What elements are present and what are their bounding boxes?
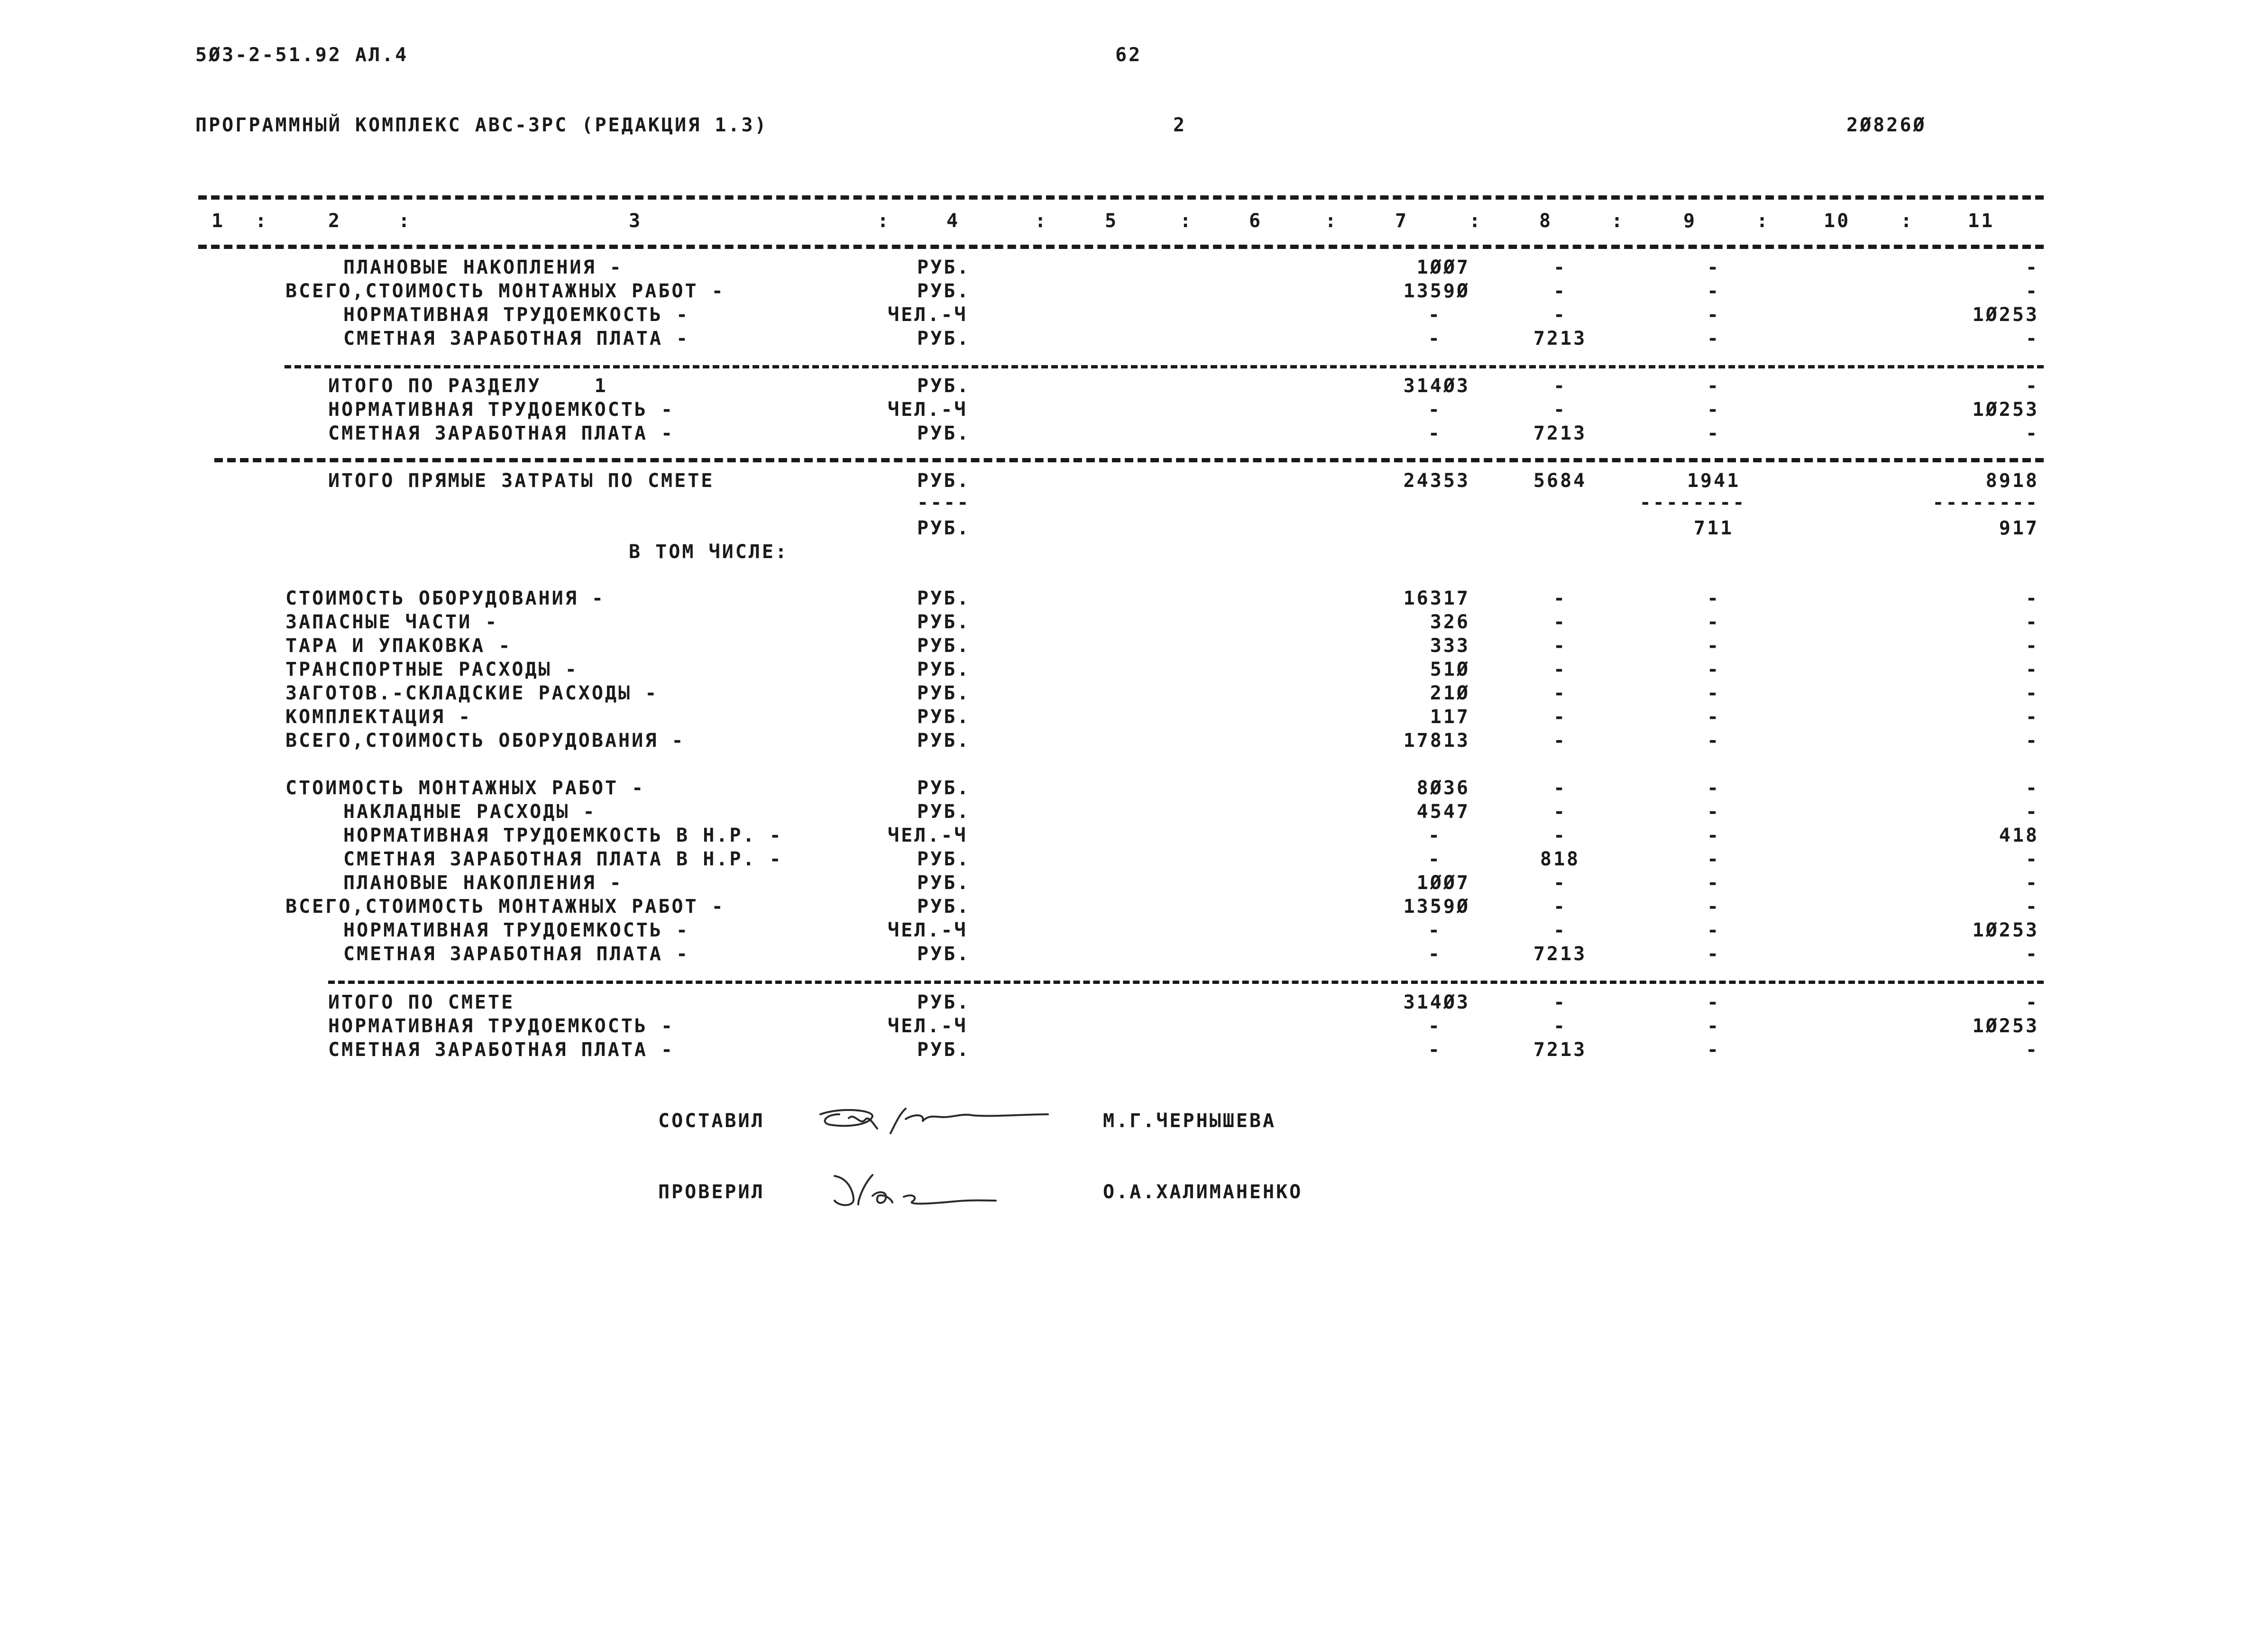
row-label: ТАРА И УПАКОВКА - [285,635,512,657]
row-col8: - [1553,611,1567,633]
row-col9: - [1707,943,1721,965]
row-col7: 21Ø [1430,682,1470,704]
row-col9: 711 [1693,517,1734,539]
row-col11: - [2025,872,2039,894]
row-col9: - [1707,328,1721,349]
sheet-number: 2 [1173,114,1187,136]
row-col7: - [1428,399,1442,421]
row-col8: - [1553,304,1567,326]
row-col11: - [2025,896,2039,918]
compiled-signature [811,1100,1057,1143]
row-col7: 117 [1430,706,1470,728]
doc-code: 5Ø3-2-51.92 АЛ.4 [195,44,409,66]
compiled-by-label: СОСТАВИЛ [658,1110,765,1132]
row-unit: РУБ. [917,801,971,823]
row-col9: - [1707,659,1721,680]
col-7: 7 [1395,210,1409,232]
row-label: ИТОГО ПО РАЗДЕЛУ 1 [328,375,608,397]
row-col8: - [1553,682,1567,704]
row-col9: - [1707,257,1721,278]
row-col11: - [2025,611,2039,633]
row-unit: РУБ. [917,587,971,609]
row-col9: - [1707,280,1721,302]
row-col8: 7213 [1533,1039,1587,1061]
section-rule [328,981,2044,984]
col-sep: : [255,210,269,232]
row-unit: РУБ. [917,328,971,349]
row-col8: - [1553,587,1567,609]
row-col9: - [1707,1015,1721,1037]
col-10: 10 [1824,210,1851,232]
col-1: 1 [211,210,225,232]
row-col7: 16317 [1403,587,1470,609]
row-col9: - [1707,777,1721,799]
compiled-by-name: М.Г.ЧЕРНЫШЕВА [1103,1110,1276,1132]
row-label: КОМПЛЕКТАЦИЯ - [285,706,472,728]
row-col7: 1359Ø [1403,280,1470,302]
col-sep: : [1901,210,1914,232]
row-col11: - [2025,991,2039,1013]
row-col8: - [1553,730,1567,752]
col11-underline: -------- [1932,492,2039,514]
row-col11: - [2025,422,2039,444]
row-col8: - [1553,1015,1567,1037]
row-unit: РУБ. [917,375,971,397]
subsection-heading: В ТОМ ЧИСЛЕ: [629,541,789,563]
row-unit: РУБ. [917,517,971,539]
row-label: НАКЛАДНЫЕ РАСХОДЫ - [343,801,597,823]
col-sep: : [398,210,412,232]
row-col9: - [1707,848,1721,870]
col-sep: : [1756,210,1770,232]
row-label: ИТОГО ПРЯМЫЕ ЗАТРАТЫ ПО СМЕТЕ [328,470,715,492]
program-title: ПРОГРАММНЫЙ КОМПЛЕКС АВС-3РС (РЕДАКЦИЯ 1.3) [195,114,768,136]
row-col7: - [1428,422,1442,444]
col-sep: : [1035,210,1048,232]
col-5: 5 [1105,210,1119,232]
row-col11: - [2025,587,2039,609]
row-col7: - [1428,328,1442,349]
row-col8: 5684 [1533,470,1587,492]
row-label: НОРМАТИВНАЯ ТРУДОЕМКОСТЬ - [328,1015,675,1037]
row-col8: - [1553,825,1567,846]
row-col9: - [1707,825,1721,846]
checked-by-name: О.А.ХАЛИМАНЕНКО [1103,1181,1303,1203]
col-sep: : [1611,210,1625,232]
row-col11: 1Ø253 [1972,304,2039,326]
row-unit: РУБ. [917,777,971,799]
row-col11: - [2025,801,2039,823]
row-unit: РУБ. [917,422,971,444]
row-unit: РУБ. [917,706,971,728]
row-col8: - [1553,375,1567,397]
row-col11: - [2025,777,2039,799]
row-col7: 326 [1430,611,1470,633]
row-col11: - [2025,257,2039,278]
row-col7: 314Ø3 [1403,991,1470,1013]
row-label: СТОИМОСТЬ ОБОРУДОВАНИЯ - [285,587,605,609]
row-col9: - [1707,399,1721,421]
row-unit: РУБ. [917,470,971,492]
row-col9: - [1707,587,1721,609]
section-rule [214,458,2044,462]
row-unit: РУБ. [917,943,971,965]
row-col8: - [1553,659,1567,680]
row-col7: 1359Ø [1403,896,1470,918]
col-sep: : [1469,210,1483,232]
row-col11: - [2025,280,2039,302]
row-col7: - [1428,1015,1442,1037]
row-col7: - [1428,848,1442,870]
unit-underline: ---- [917,492,971,514]
row-label: СМЕТНАЯ ЗАРАБОТНАЯ ПЛАТА - [343,328,690,349]
row-unit: РУБ. [917,611,971,633]
row-col7: - [1428,825,1442,846]
checked-signature [820,1166,1001,1214]
row-col9: - [1707,919,1721,941]
row-col8: - [1553,872,1567,894]
row-col8: 7213 [1533,943,1587,965]
row-col11: 1Ø253 [1972,399,2039,421]
row-unit: РУБ. [917,682,971,704]
row-col7: 17813 [1403,730,1470,752]
row-label: НОРМАТИВНАЯ ТРУДОЕМКОСТЬ В Н.Р. - [343,825,783,846]
row-col11: - [2025,1039,2039,1061]
row-col7: - [1428,1039,1442,1061]
row-unit: РУБ. [917,659,971,680]
row-unit: ЧЕЛ.-Ч [888,1015,968,1037]
col-11: 11 [1968,210,1995,232]
row-unit: РУБ. [917,635,971,657]
row-col8: - [1553,801,1567,823]
row-col11: - [2025,943,2039,965]
row-label: НОРМАТИВНАЯ ТРУДОЕМКОСТЬ - [343,919,690,941]
row-unit: РУБ. [917,1039,971,1061]
col-6: 6 [1249,210,1263,232]
row-unit: ЧЕЛ.-Ч [888,304,968,326]
row-col9: - [1707,896,1721,918]
row-unit: ЧЕЛ.-Ч [888,825,968,846]
row-label: СМЕТНАЯ ЗАРАБОТНАЯ ПЛАТА - [343,943,690,965]
row-unit: РУБ. [917,896,971,918]
row-col8: - [1553,280,1567,302]
header-rule-bottom [198,245,2044,249]
row-unit: РУБ. [917,848,971,870]
row-col7: 314Ø3 [1403,375,1470,397]
row-unit: РУБ. [917,991,971,1013]
row-col11: - [2025,328,2039,349]
row-col7: 51Ø [1430,659,1470,680]
row-col11: - [2025,635,2039,657]
row-col11: 8918 [1985,470,2039,492]
document-code: 2Ø826Ø [1846,114,1927,136]
row-label: ЗАГОТОВ.-СКЛАДСКИЕ РАСХОДЫ - [285,682,659,704]
row-unit: РУБ. [917,257,971,278]
row-col8: - [1553,991,1567,1013]
row-col9: - [1707,682,1721,704]
row-col8: 7213 [1533,422,1587,444]
row-col7: - [1428,919,1442,941]
row-col8: - [1553,635,1567,657]
row-col9: - [1707,422,1721,444]
row-col7: 24353 [1403,470,1470,492]
row-col11: 1Ø253 [1972,1015,2039,1037]
row-label: СМЕТНАЯ ЗАРАБОТНАЯ ПЛАТА - [328,422,675,444]
row-label: ПЛАНОВЫЕ НАКОПЛЕНИЯ - [343,257,623,278]
row-col7: - [1428,304,1442,326]
row-col9: - [1707,1039,1721,1061]
row-col11: 418 [1999,825,2039,846]
page-number: 62 [1115,44,1142,66]
row-label: СМЕТНАЯ ЗАРАБОТНАЯ ПЛАТА В Н.Р. - [343,848,783,870]
row-col9: 1941 [1687,470,1741,492]
row-col9: - [1707,375,1721,397]
row-col9: - [1707,304,1721,326]
row-label: НОРМАТИВНАЯ ТРУДОЕМКОСТЬ - [328,399,675,421]
row-col11: 917 [1999,517,2039,539]
row-col8: 7213 [1533,328,1587,349]
row-unit: РУБ. [917,730,971,752]
row-label: ВСЕГО,СТОИМОСТЬ МОНТАЖНЫХ РАБОТ - [285,280,725,302]
row-label: СМЕТНАЯ ЗАРАБОТНАЯ ПЛАТА - [328,1039,675,1061]
row-col11: - [2025,730,2039,752]
row-unit: РУБ. [917,872,971,894]
row-col7: 8Ø36 [1416,777,1470,799]
row-col9: - [1707,801,1721,823]
row-col11: - [2025,706,2039,728]
row-label: ТРАНСПОРТНЫЕ РАСХОДЫ - [285,659,578,680]
header-rule-top [198,195,2044,200]
row-unit: РУБ. [917,280,971,302]
row-label: СТОИМОСТЬ МОНТАЖНЫХ РАБОТ - [285,777,645,799]
col-2: 2 [328,210,342,232]
row-col7: - [1428,943,1442,965]
col-4: 4 [946,210,960,232]
row-col11: - [2025,659,2039,680]
row-col8: 818 [1540,848,1580,870]
row-col9: - [1707,872,1721,894]
row-col11: 1Ø253 [1972,919,2039,941]
col-sep: : [877,210,891,232]
row-col7: 333 [1430,635,1470,657]
col-8: 8 [1539,210,1553,232]
row-label: ВСЕГО,СТОИМОСТЬ МОНТАЖНЫХ РАБОТ - [285,896,725,918]
row-col11: - [2025,375,2039,397]
row-col9: - [1707,991,1721,1013]
row-col8: - [1553,777,1567,799]
row-unit: ЧЕЛ.-Ч [888,919,968,941]
row-col11: - [2025,848,2039,870]
row-col9: - [1707,611,1721,633]
row-label: ЗАПАСНЫЕ ЧАСТИ - [285,611,499,633]
row-label: НОРМАТИВНАЯ ТРУДОЕМКОСТЬ - [343,304,690,326]
row-col7: 4547 [1416,801,1470,823]
row-col9: - [1707,730,1721,752]
row-col8: - [1553,919,1567,941]
row-col8: - [1553,257,1567,278]
row-label: ВСЕГО,СТОИМОСТЬ ОБОРУДОВАНИЯ - [285,730,685,752]
col9-underline: -------- [1639,492,1746,514]
row-label: ПЛАНОВЫЕ НАКОПЛЕНИЯ - [343,872,623,894]
row-col9: - [1707,635,1721,657]
row-col7: 1ØØ7 [1416,872,1470,894]
col-9: 9 [1683,210,1697,232]
row-col8: - [1553,706,1567,728]
row-col8: - [1553,399,1567,421]
col-3: 3 [629,210,643,232]
checked-by-label: ПРОВЕРИЛ [658,1181,765,1203]
row-label: ИТОГО ПО СМЕТЕ [328,991,515,1013]
row-unit: ЧЕЛ.-Ч [888,399,968,421]
row-col8: - [1553,896,1567,918]
row-col11: - [2025,682,2039,704]
section-rule [285,365,2044,368]
row-col9: - [1707,706,1721,728]
row-col7: 1ØØ7 [1416,257,1470,278]
col-sep: : [1180,210,1194,232]
col-sep: : [1325,210,1339,232]
